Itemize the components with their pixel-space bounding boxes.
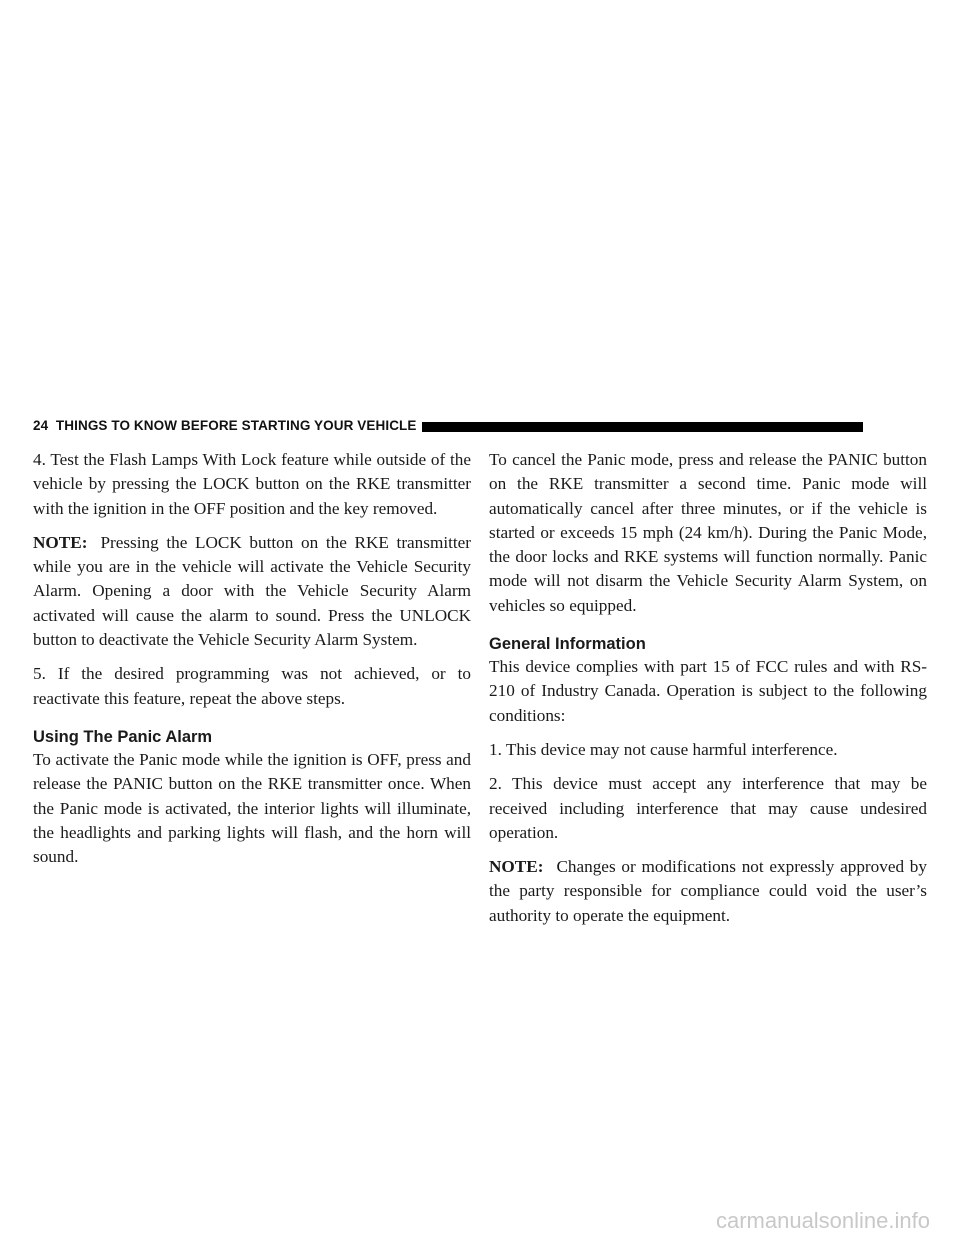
general-information-heading: General Information [489, 635, 646, 654]
note-security-alarm [33, 531, 471, 652]
watermark: carmanualsonline.info [715, 1208, 930, 1233]
page-header [33, 417, 863, 435]
note-modifications [489, 855, 927, 928]
step-4-paragraph: 4. Test the Flash Lamps With Lock feature while outside of the vehicle by pressing the LOCK button on the RKE transmitter with the ignition in the OFF position and the key removed. [33, 450, 471, 518]
section-title: THINGS TO KNOW BEFORE STARTING YOUR VEHICLE [55, 418, 417, 433]
note-text: Changes or modifications not expressly approved by the party responsible for compliance could void the user’s authority to operate the equipment. [489, 857, 927, 925]
panic-alarm-paragraph: To activate the Panic mode while the ignition is OFF, press and release the PANIC button on the RKE transmitter once. When the Panic mode is activated, the interior lights will illuminate, the headlights and parking lights will flash, and the horn will sound. [33, 749, 471, 867]
header-rule [422, 422, 864, 432]
left-column [33, 448, 471, 879]
note-label: NOTE: [33, 532, 88, 552]
panic-alarm-heading: Using The Panic Alarm [33, 727, 213, 746]
right-column [489, 448, 927, 938]
page-number: 24 [33, 418, 49, 433]
fcc-compliance-paragraph: This device complies with part 15 of FCC rules and with RS-210 of Industry Canada. Operation is subject to the following conditions: [489, 657, 927, 725]
note-label: NOTE: [489, 857, 544, 877]
page-header-title [33, 417, 417, 435]
condition-1-paragraph: 1. This device may not cause harmful interference. [489, 739, 838, 759]
step-5-paragraph: 5. If the desired programming was not achieved, or to reactivate this feature, repeat the above steps. [33, 664, 471, 708]
cancel-panic-paragraph: To cancel the Panic mode, press and release the PANIC button on the RKE transmitter a second time. Panic mode will automatically cancel after three minutes, or if the vehicle is started or exceeds 15 mph (24 km/h). During the Panic Mode, the door locks and RKE systems will function normally. Panic mode will not disarm the Vehicle Security Alarm System, on vehicles so equipped. [489, 450, 927, 615]
condition-2-paragraph: 2. This device must accept any interference that may be received including interference that may cause undesired operation. [489, 774, 927, 842]
note-text: Pressing the LOCK button on the RKE transmitter while you are in the vehicle will activate the Vehicle Security Alarm. Opening a door with the Vehicle Security Alarm activated will cause the alarm to sound. Press the UNLOCK button to deactivate the Vehicle Security Alarm System. [33, 532, 471, 650]
